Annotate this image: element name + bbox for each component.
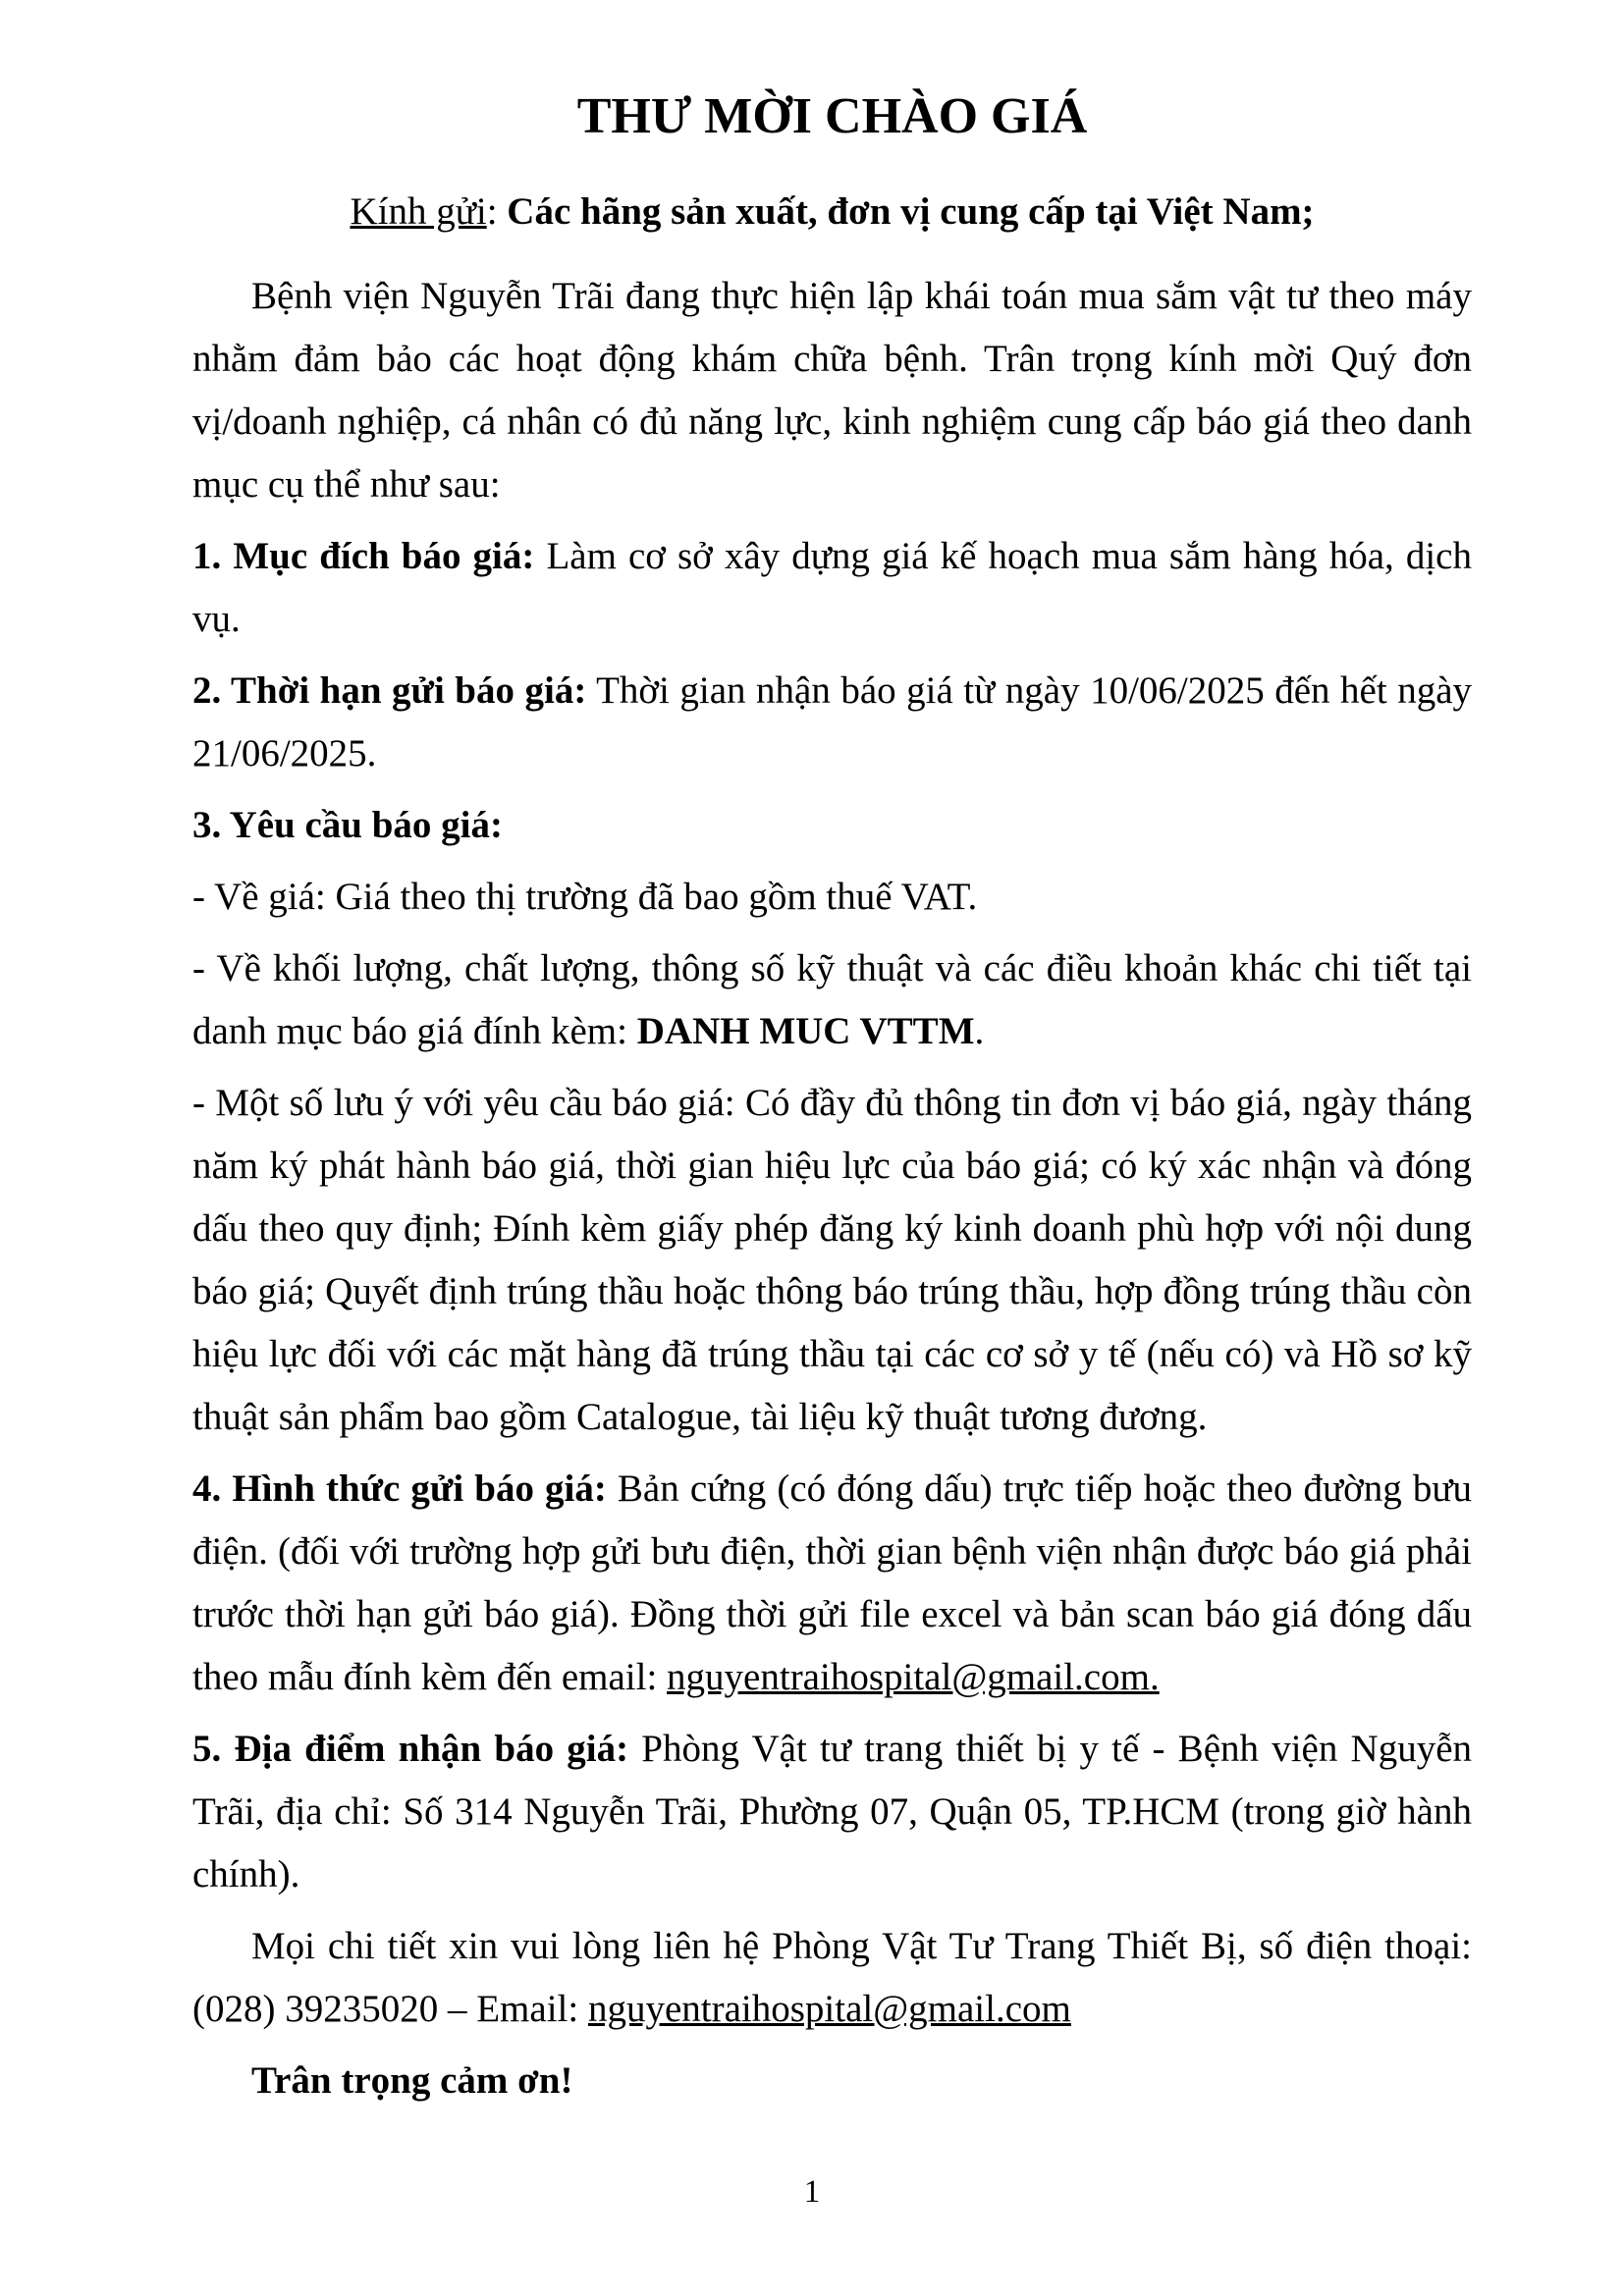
text-segment: 2. Thời hạn gửi báo giá: <box>192 669 587 712</box>
document-body <box>192 265 1472 2112</box>
bullet-price <box>192 866 1472 929</box>
salutation-colon: : <box>486 190 508 233</box>
salutation-greeting: Kính gửi <box>350 190 487 233</box>
item-2-deadline <box>192 660 1472 785</box>
document-title: THƯ MỜI CHÀO GIÁ <box>576 88 1088 144</box>
closing-thanks <box>192 2050 1472 2112</box>
email-link: nguyentraihospital@gmail.com. <box>667 1656 1160 1698</box>
text-segment: 3. Yêu cầu báo giá: <box>192 804 503 846</box>
bullet-specs <box>192 937 1472 1063</box>
text-segment: - Một số lưu ý với yêu cầu báo giá: Có đầy đủ thông tin đơn vị báo giá, ngày tháng năm ký phát hành báo giá, thời gian hiệu lực của báo giá; có ký xác nhận và đóng dấu theo quy định; Đính kèm giấy phép đăng ký kinh doanh phù hợp với nội dung báo giá; Quyết định trúng thầu hoặc thông báo trúng thầu, hợp đồng trúng thầu còn hiệu lực đối với các mặt hàng đã trúng thầu tại các cơ sở y tế (nếu có) và Hồ sơ kỹ thuật sản phẩm bao gồm Catalogue, tài liệu kỹ thuật tương đương. <box>192 1082 1472 1438</box>
bullet-notes <box>192 1072 1472 1449</box>
text-segment: Làm cơ sở xây dựng giá kế hoạch mua sắm hàng hóa, dịch vụ. <box>192 535 1472 640</box>
text-segment: 5. Địa điểm nhận báo giá: <box>192 1728 629 1770</box>
email-link: nguyentraihospital@gmail.com <box>587 1988 1071 2030</box>
text-segment: Bệnh viện Nguyễn Trãi đang thực hiện lập khái toán mua sắm vật tư theo máy nhằm đảm bảo các hoạt động khám chữa bệnh. Trân trọng kính mời Quý đơn vị/doanh nghiệp, cá nhân có đủ năng lực, kinh nghiệm cung cấp báo giá theo danh mục cụ thể như sau: <box>192 275 1472 506</box>
text-segment: - Về khối lượng, chất lượng, thông số kỹ thuật và các điều khoản khác chi tiết tại danh mục báo giá đính kèm: <box>192 947 1472 1052</box>
page-number: 1 <box>803 2174 821 2210</box>
text-segment: - Về giá: Giá theo thị trường đã bao gồm thuế VAT. <box>192 876 978 918</box>
item-4-submission-form <box>192 1458 1472 1709</box>
salutation-recipients: Các hãng sản xuất, đơn vị cung cấp tại Việt Nam; <box>507 190 1315 233</box>
text-segment: Phòng Vật tư trang thiết bị y tế - Bệnh viện Nguyễn Trãi, địa chỉ: Số 314 Nguyễn Trãi, Phường 07, Quận 05, TP.HCM (trong giờ hành chính). <box>192 1728 1472 1896</box>
text-segment: 1. Mục đích báo giá: <box>192 535 535 577</box>
item-1-purpose <box>192 525 1472 651</box>
item-5-receiving-place <box>192 1718 1472 1906</box>
salutation-line <box>192 187 1472 238</box>
text-segment: 4. Hình thức gửi báo giá: <box>192 1468 607 1510</box>
text-segment: DANH MUC VTTM <box>636 1010 975 1052</box>
item-3-requirements <box>192 794 1472 857</box>
text-segment: Bản cứng (có đóng dấu) trực tiếp hoặc theo đường bưu điện. (đối với trường hợp gửi bưu điện, thời gian bệnh viện nhận được báo giá phải trước thời hạn gửi báo giá). Đồng thời gửi file excel và bản scan báo giá đóng dấu theo mẫu đính kèm đến email: <box>192 1468 1472 1698</box>
contact-paragraph <box>192 1915 1472 2041</box>
intro-paragraph <box>192 265 1472 516</box>
text-segment: . <box>974 1010 985 1052</box>
text-segment: Trân trọng cảm ơn! <box>251 2059 573 2102</box>
text-segment: Mọi chi tiết xin vui lòng liên hệ Phòng Vật Tư Trang Thiết Bị, số điện thoại: (028) 39235020 – Email: <box>192 1925 1472 2030</box>
text-segment: Thời gian nhận báo giá từ ngày 10/06/2025 đến hết ngày 21/06/2025. <box>192 669 1472 774</box>
